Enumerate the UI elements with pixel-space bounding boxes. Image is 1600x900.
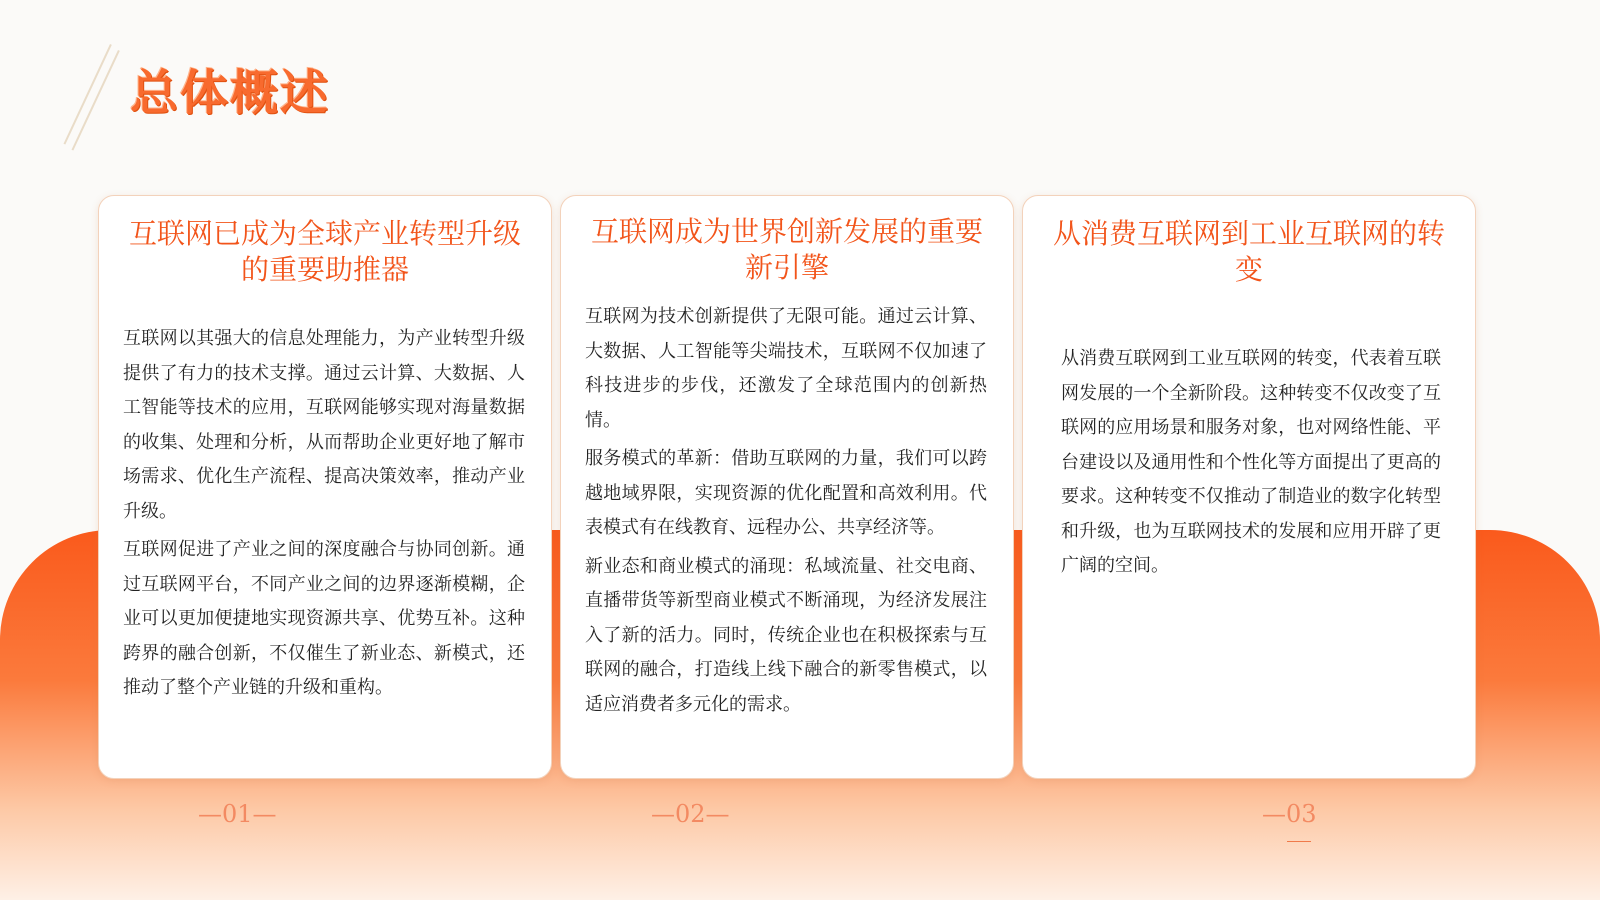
card-2-paragraph-2: 服务模式的革新：借助互联网的力量，我们可以跨越地域界限，实现资源的优化配置和高效利用。代表模式有在线教育、远程办公、共享经济等。: [585, 448, 987, 538]
card-3-number: —03: [1262, 800, 1317, 828]
decor-line-1: [64, 44, 112, 145]
card-1: [98, 195, 552, 779]
card-3-body: [1061, 342, 1441, 588]
card-3-number-underline: [1287, 841, 1311, 842]
card-3: [1022, 195, 1476, 779]
card-2-paragraph-3: 新业态和商业模式的涌现：私域流量、社交电商、直播带货等新型商业模式不断涌现，为经济发展注入了新的活力。同时，传统企业也在积极探索与互联网的融合，打造线上线下融合的新零售模式，以适应消费者多元化的需求。: [585, 555, 987, 715]
card-1-body: [123, 322, 525, 710]
card-2-title: 互联网成为世界创新发展的重要新引擎: [591, 215, 984, 284]
card-2-number: —02—: [651, 800, 730, 828]
card-1-title: 互联网已成为全球产业转型升级的重要助推器: [129, 217, 522, 286]
card-2: [560, 195, 1014, 779]
card-1-paragraph-1: 互联网以其强大的信息处理能力，为产业转型升级提供了有力的技术支撑。通过云计算、大数据、人工智能等技术的应用，互联网能够实现对海量数据的收集、处理和分析，从而帮助企业更好地了解市场需求、优化生产流程、提高决策效率，推动产业升级。: [123, 328, 525, 522]
card-3-paragraph-1: 从消费互联网到工业互联网的转变，代表着互联网发展的一个全新阶段。这种转变不仅改变了互联网的应用场景和服务对象，也对网络性能、平台建设以及通用性和个性化等方面提出了更高的要求。这种转变不仅推动了制造业的数字化转型和升级，也为互联网技术的发展和应用开辟了更广阔的空间。: [1061, 348, 1441, 576]
card-2-paragraph-1: 互联网为技术创新提供了无限可能。通过云计算、大数据、人工智能等尖端技术，互联网不仅加速了科技进步的步伐，还激发了全球范围内的创新热情。: [585, 306, 987, 431]
page-title: 总体概述: [130, 65, 331, 121]
card-1-number: —01—: [198, 800, 277, 828]
card-3-title: 从消费互联网到工业互联网的转变: [1053, 217, 1446, 286]
card-1-paragraph-2: 互联网促进了产业之间的深度融合与协同创新。通过互联网平台，不同产业之间的边界逐渐模糊，企业可以更加便捷地实现资源共享、优势互补。这种跨界的融合创新，不仅催生了新业态、新模式，还推动了整个产业链的升级和重构。: [123, 539, 525, 698]
card-2-body: [585, 300, 987, 726]
title-area: [60, 36, 360, 146]
decor-line-2: [72, 50, 120, 151]
